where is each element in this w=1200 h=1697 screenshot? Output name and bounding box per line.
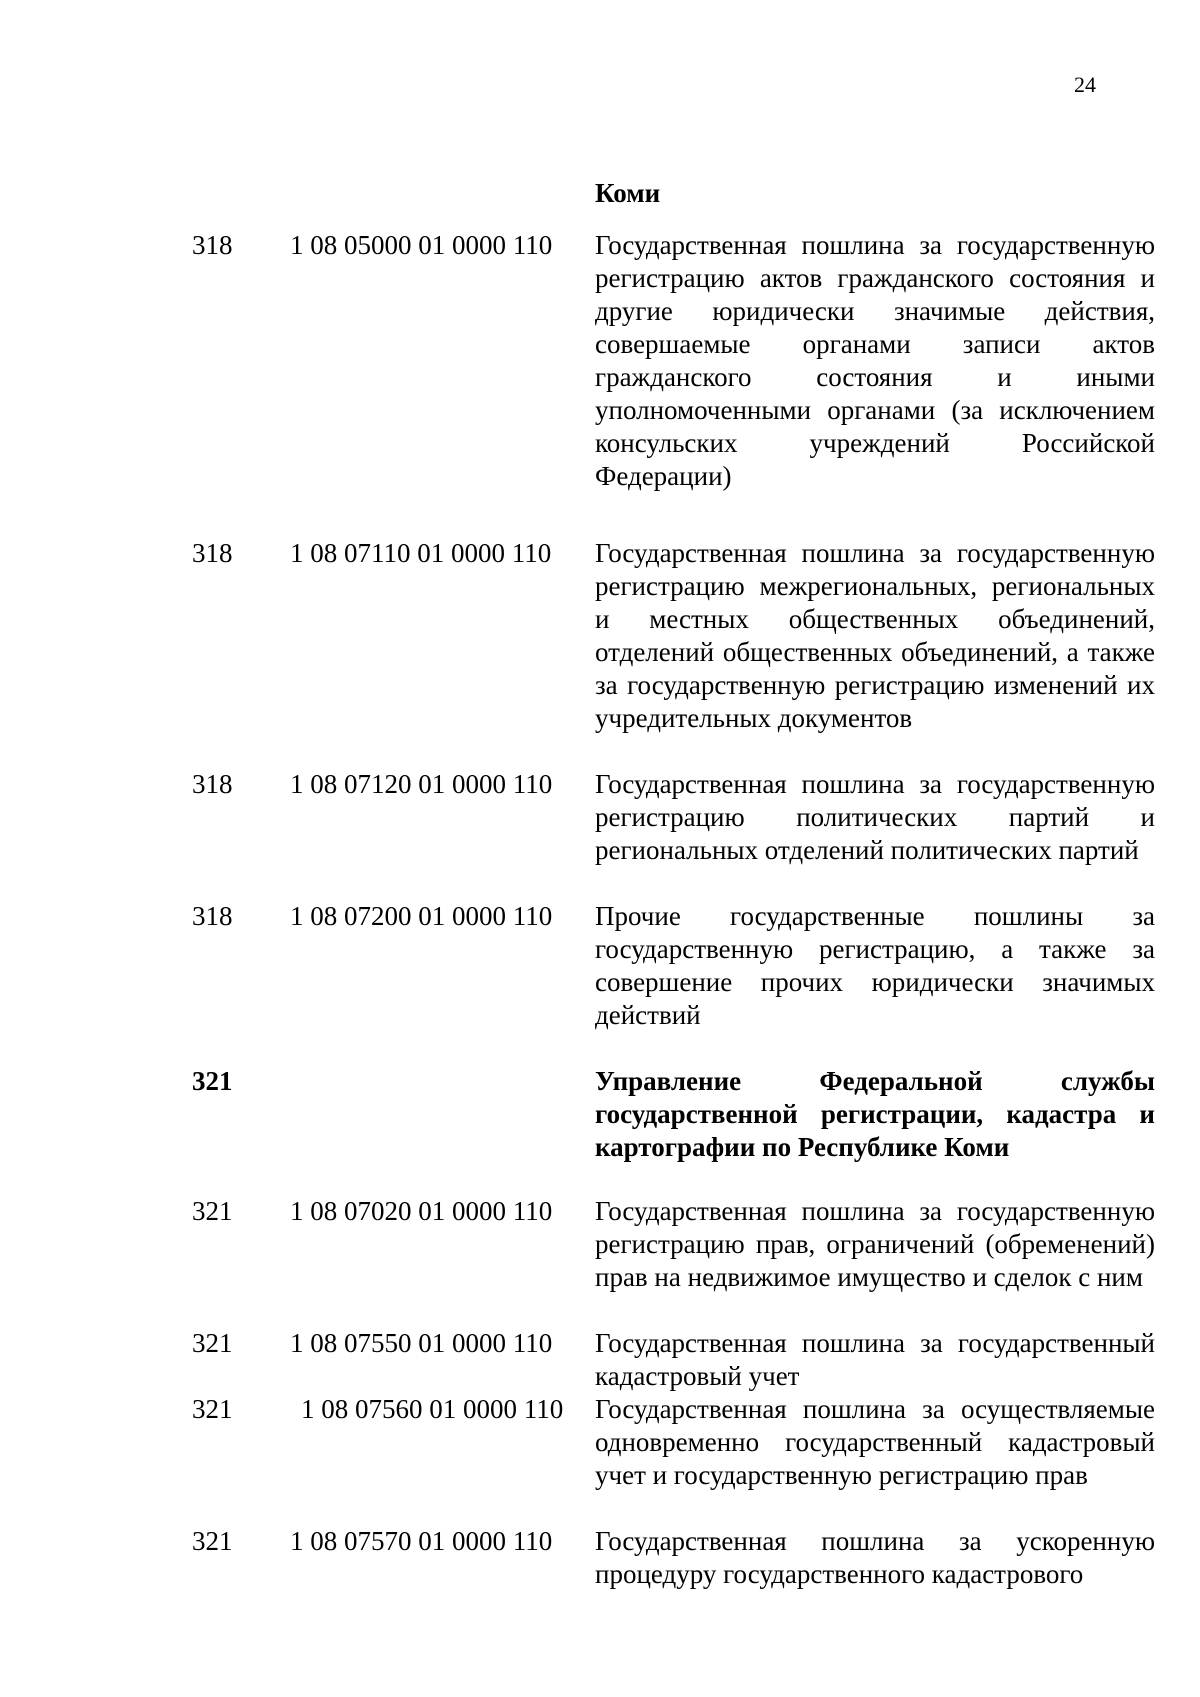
revenue-code: 1 08 07120 01 0000 110 xyxy=(290,769,553,799)
admin-code: 321 xyxy=(192,1394,233,1424)
revenue-name: Государственная пошлина за государственную регистрацию прав, ограничений (обременений) прав на недвижимое имущество и сделок с ним xyxy=(595,1196,1155,1292)
revenue-code: 1 08 05000 01 0000 110 xyxy=(290,230,553,260)
admin-code: 318 xyxy=(192,769,233,799)
revenue-code: 1 08 07570 01 0000 110 xyxy=(290,1526,553,1556)
revenue-name: Государственная пошлина за ускоренную процедуру государственного кадастрового xyxy=(595,1526,1155,1589)
section-title: Управление Федеральной службы государственной регистрации, кадастра и картографии по Республике Коми xyxy=(595,1066,1155,1162)
admin-code: 321 xyxy=(192,1196,233,1226)
revenue-code: 1 08 07560 01 0000 110 xyxy=(301,1394,564,1424)
admin-code: 318 xyxy=(192,901,233,931)
revenue-name: Государственная пошлина за государственный кадастровый учет xyxy=(595,1328,1155,1391)
revenue-name: Государственная пошлина за государственную регистрацию политических партий и региональных отделений политических партий xyxy=(595,769,1155,865)
revenue-code: 1 08 07550 01 0000 110 xyxy=(290,1328,553,1358)
revenue-name: Государственная пошлина за государственную регистрацию межрегиональных, региональных и местных общественных объединений, отделений общественных объединений, а также за государственную регистрацию изменений их учредительных документов xyxy=(595,538,1155,733)
revenue-code: 1 08 07200 01 0000 110 xyxy=(290,901,553,931)
admin-code: 318 xyxy=(192,230,233,260)
admin-code: 321 xyxy=(192,1328,233,1358)
admin-code: 321 xyxy=(192,1066,233,1096)
admin-code: 321 xyxy=(192,1526,233,1556)
revenue-name: Государственная пошлина за осуществляемые одновременно государственный кадастровый учет и государственную регистрацию прав xyxy=(595,1394,1155,1490)
revenue-name: Прочие государственные пошлины за государственную регистрацию, а также за совершение прочих юридически значимых действий xyxy=(595,901,1155,1030)
section-heading-komi: Коми xyxy=(595,178,661,208)
admin-code: 318 xyxy=(192,538,233,568)
page-number: 24 xyxy=(1074,72,1096,97)
revenue-code: 1 08 07110 01 0000 110 xyxy=(290,538,552,568)
revenue-name: Государственная пошлина за государственную регистрацию актов гражданского состояния и другие юридически значимые действия, совершаемые органами записи актов гражданского состояния и иными уполномоченными органами (за исключением консульских учреждений Российской Федерации) xyxy=(595,230,1155,491)
revenue-code: 1 08 07020 01 0000 110 xyxy=(290,1196,553,1226)
